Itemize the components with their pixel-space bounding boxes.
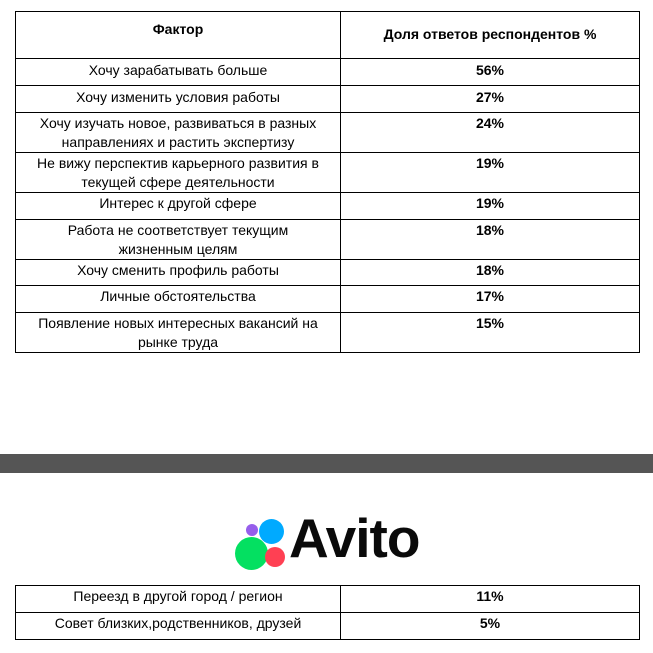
table-row (16, 193, 640, 220)
table-row (16, 153, 640, 193)
table-header-row (16, 12, 640, 59)
table-row (16, 313, 640, 353)
factor-cell: Переезд в другой город / регион (16, 586, 341, 613)
share-cell: 18% (341, 260, 640, 286)
share-cell: 19% (341, 153, 640, 193)
share-cell: 5% (341, 613, 640, 640)
share-cell: 11% (341, 586, 640, 613)
factor-cell: Совет близких,родственников, друзей (16, 613, 341, 640)
factor-cell: Хочу сменить профиль работы (16, 260, 341, 286)
factor-cell: Интерес к другой сфере (16, 193, 341, 220)
table-row (16, 220, 640, 260)
table-row (16, 113, 640, 153)
avito-logo (232, 507, 424, 572)
header-share: Доля ответов респондентов % (341, 12, 640, 59)
header-factor: Фактор (16, 12, 341, 59)
logo-text: Avito (289, 507, 420, 569)
factor-cell: Не вижу перспектив карьерного развития в текущей сфере деятельности (16, 153, 341, 193)
share-cell: 56% (341, 59, 640, 86)
divider-band (0, 454, 653, 473)
factor-cell: Хочу изучать новое, развиваться в разных направлениях и растить экспертизу (16, 113, 341, 153)
table-row (16, 286, 640, 313)
share-cell: 27% (341, 86, 640, 113)
factor-cell: Хочу изменить условия работы (16, 86, 341, 113)
table-row (16, 86, 640, 113)
factor-cell: Хочу зарабатывать больше (16, 59, 341, 86)
factors-table (15, 11, 640, 353)
table-row (16, 260, 640, 286)
logo-dot-green-icon (235, 537, 268, 570)
share-cell: 18% (341, 220, 640, 260)
share-cell: 19% (341, 193, 640, 220)
table-row (16, 586, 640, 613)
table-row (16, 59, 640, 86)
logo-dot-blue-icon (259, 519, 284, 544)
factor-cell: Работа не соответствует текущим жизненным целям (16, 220, 341, 260)
factor-cell: Появление новых интересных вакансий на рынке труда (16, 313, 341, 353)
table-row (16, 613, 640, 640)
share-cell: 17% (341, 286, 640, 313)
logo-dot-red-icon (265, 547, 285, 567)
factors-table-continued (15, 585, 640, 640)
logo-dot-purple-icon (246, 524, 258, 536)
share-cell: 15% (341, 313, 640, 353)
share-cell: 24% (341, 113, 640, 153)
factor-cell: Личные обстоятельства (16, 286, 341, 313)
